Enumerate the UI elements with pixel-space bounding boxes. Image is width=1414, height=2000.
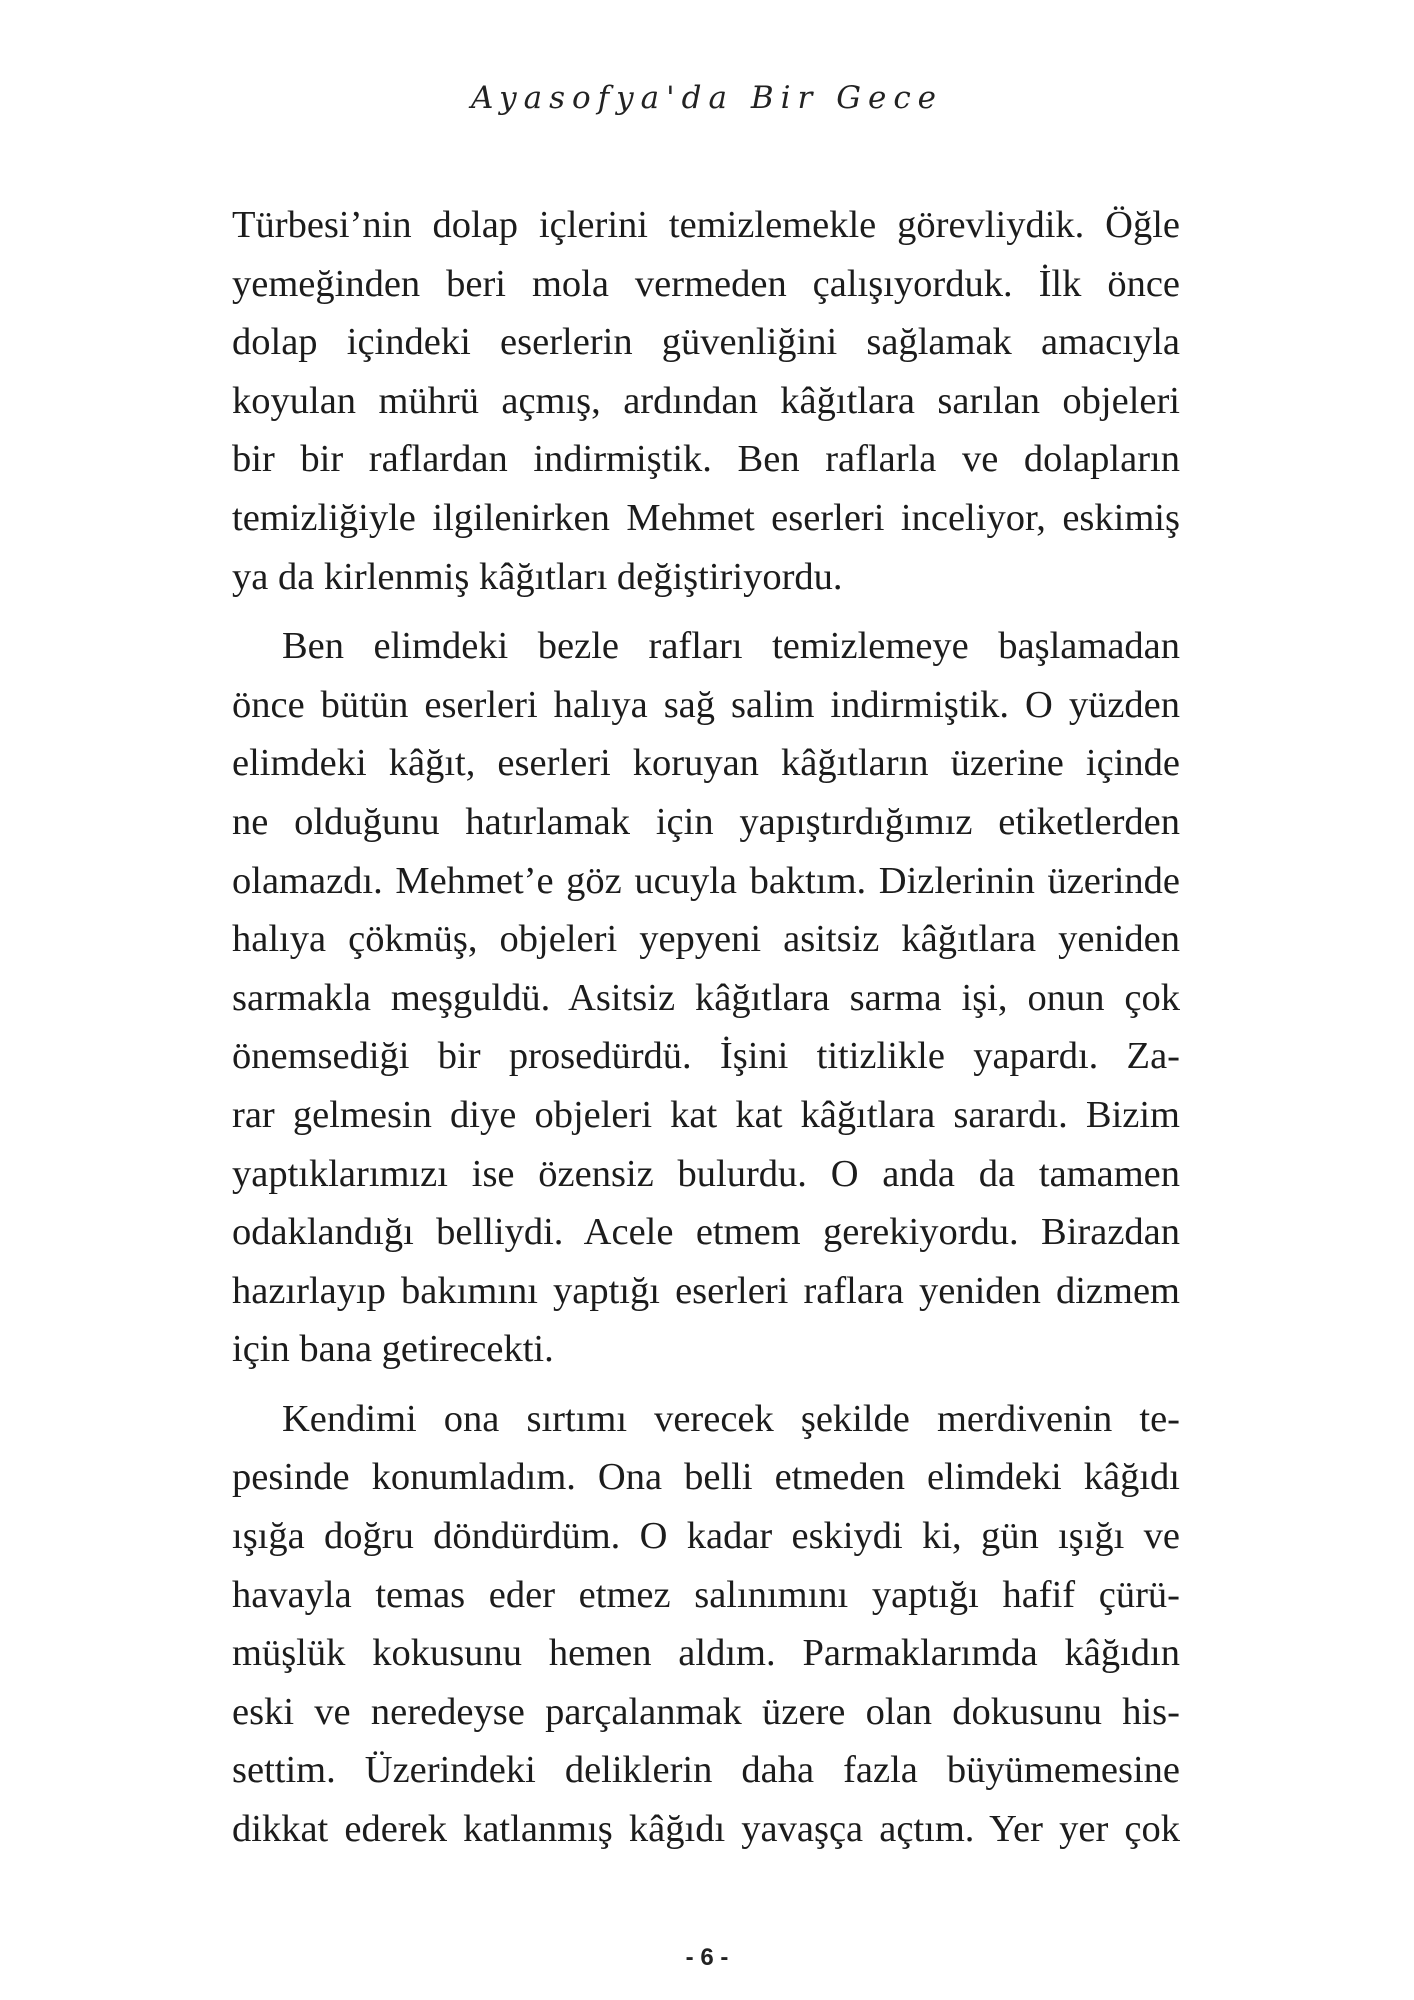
text-line: Ben elimdeki bezle rafları temizlemeye başlamadan — [282, 625, 1180, 668]
text-line: dikkat ederek katlanmış kâğıdı yavaşça açtım. Yer yer çok — [232, 1808, 1180, 1851]
paragraph-3 — [232, 1390, 1180, 1859]
text-line: koyulan mührü açmış, ardından kâğıtlara sarılan objeleri — [232, 379, 1180, 422]
text-line: halıya çökmüş, objeleri yepyeni asitsiz kâğıtlara yeniden — [232, 918, 1180, 961]
text-line: Kendimi ona sırtımı verecek şekilde merdivenin te- — [282, 1397, 1180, 1440]
paragraph-2 — [232, 617, 1180, 1379]
text-line: için bana getirecekti. — [232, 1328, 554, 1371]
text-line: önce bütün eserleri halıya sağ salim indirmiştik. O yüzden — [232, 683, 1180, 726]
text-line: eski ve neredeyse parçalanmak üzere olan dokusunu his- — [232, 1690, 1180, 1733]
body-text — [232, 196, 1180, 1870]
text-line: müşlük kokusunu hemen aldım. Parmaklarımda kâğıdın — [232, 1632, 1180, 1675]
text-line: dolap içindeki eserlerin güvenliğini sağlamak amacıyla — [232, 321, 1180, 364]
text-line: ışığa doğru döndürdüm. O kadar eskiydi ki, gün ışığı ve — [232, 1515, 1180, 1558]
text-line: olamazdı. Mehmet’e göz ucuyla baktım. Dizlerinin üzerinde — [232, 859, 1180, 902]
text-line: bir bir raflardan indirmiştik. Ben raflarla ve dolapların — [232, 438, 1180, 481]
text-line: temizliğiyle ilgilenirken Mehmet eserleri inceliyor, eskimiş — [232, 496, 1180, 539]
text-line: pesinde konumladım. Ona belli etmeden elimdeki kâğıdı — [232, 1456, 1180, 1499]
text-line: önemsediği bir prosedürdü. İşini titizlikle yapardı. Za- — [232, 1035, 1180, 1078]
page-number: - 6 - — [685, 1944, 729, 1971]
text-line: havayla temas eder etmez salınımını yaptığı hafif çürü- — [232, 1573, 1180, 1616]
text-line: settim. Üzerindeki deliklerin daha fazla büyümemesine — [232, 1749, 1180, 1792]
text-line: yemeğinden beri mola vermeden çalışıyorduk. İlk önce — [232, 262, 1180, 305]
paragraph-1 — [232, 196, 1180, 606]
running-head-title: Ayasofya'da Bir Gece — [470, 80, 944, 116]
text-line: rar gelmesin diye objeleri kat kat kâğıtlara sarardı. Bizim — [232, 1093, 1180, 1136]
text-line: Türbesi’nin dolap içlerini temizlemekle görevliydik. Öğle — [232, 204, 1180, 246]
text-line: sarmakla meşguldü. Asitsiz kâğıtlara sarma işi, onun çok — [232, 976, 1180, 1019]
text-line: hazırlayıp bakımını yaptığı eserleri raflara yeniden dizmem — [232, 1269, 1180, 1312]
text-line: yaptıklarımızı ise özensiz bulurdu. O anda da tamamen — [232, 1152, 1180, 1195]
text-line: odaklandığı belliydi. Acele etmem gerekiyordu. Birazdan — [232, 1211, 1180, 1254]
text-line: elimdeki kâğıt, eserleri koruyan kâğıtların üzerine içinde — [232, 742, 1180, 785]
text-line: ne olduğunu hatırlamak için yapıştırdığımız etiketlerden — [232, 800, 1180, 843]
text-line: ya da kirlenmiş kâğıtları değiştiriyordu. — [232, 555, 843, 598]
